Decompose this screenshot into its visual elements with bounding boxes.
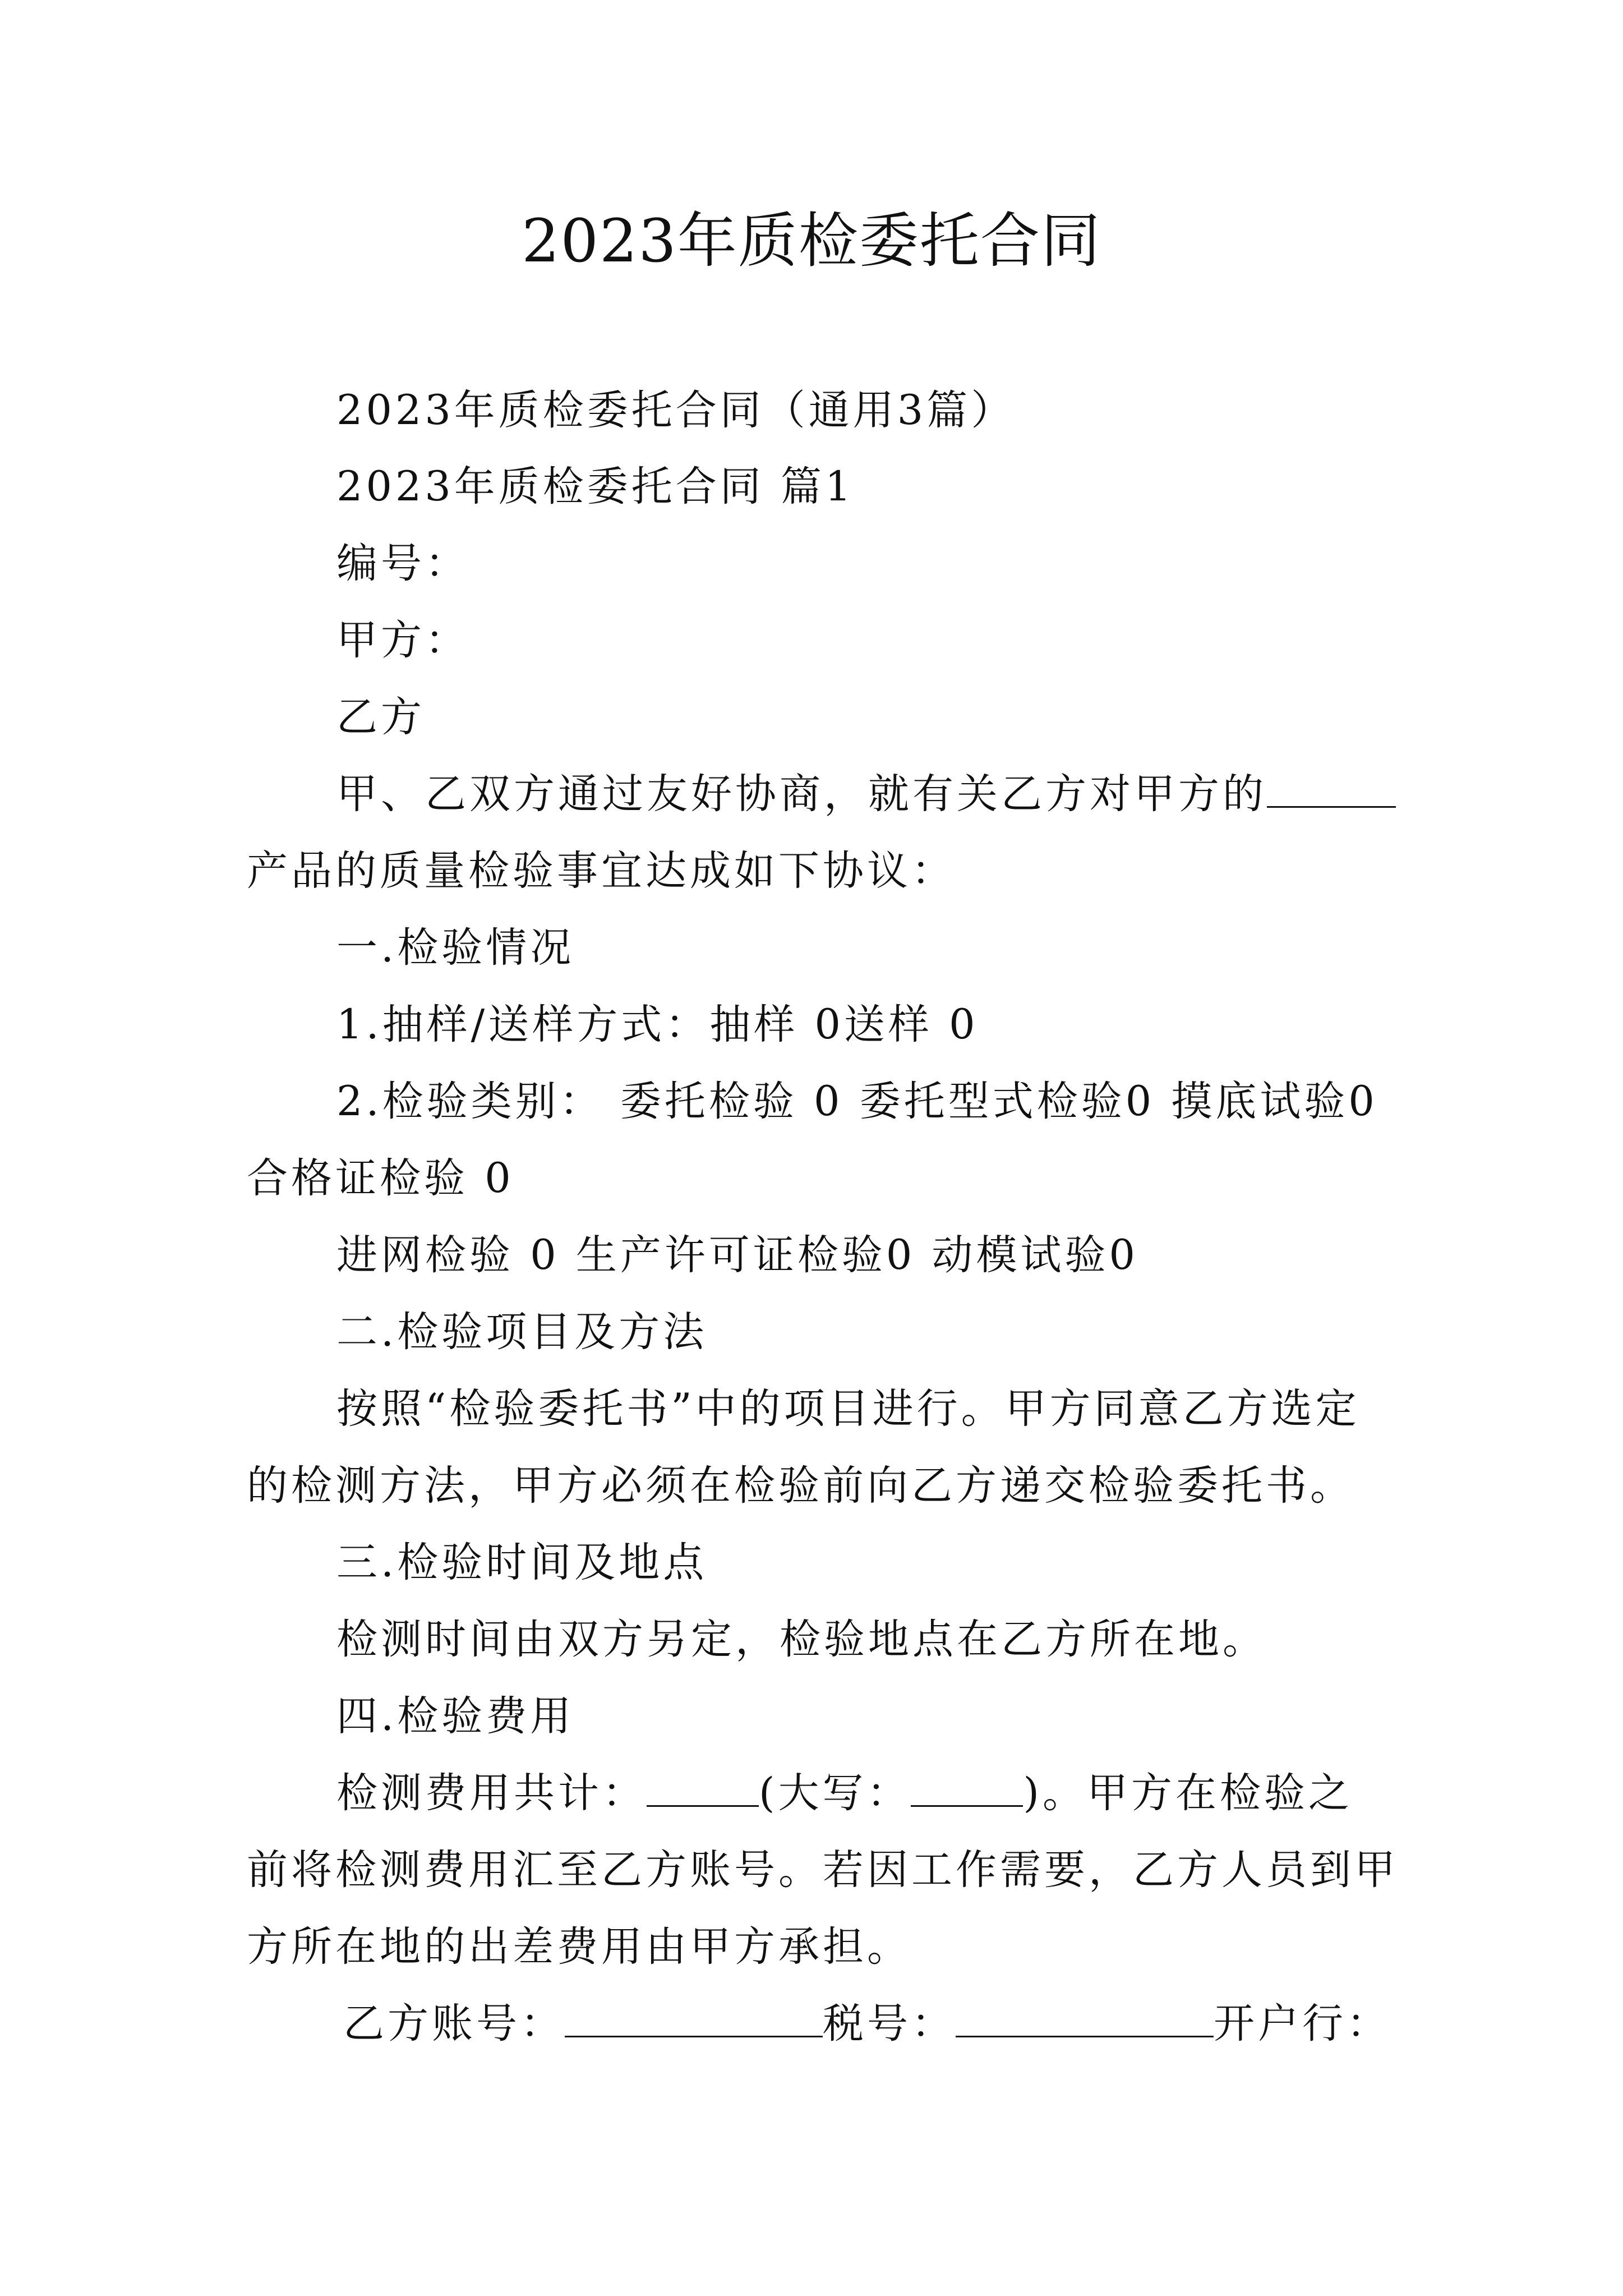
tax-label: 税号：	[823, 2000, 956, 2047]
item-2-line-3: 进网检验 0 生产许可证检验0 动模试验0	[336, 1231, 1138, 1279]
fee-line-3: 方所在地的出差费用由甲方承担。	[247, 1923, 911, 1971]
section-2-heading: 二.检验项目及方法	[336, 1308, 708, 1356]
product-blank	[1267, 768, 1396, 808]
document-title: 2023年质检委托合同	[522, 206, 1101, 275]
item-2-line-2: 合格证检验 0	[247, 1154, 514, 1202]
intro-line-1	[336, 766, 1396, 822]
fee-suffix: )。甲方在检验之	[1023, 1769, 1353, 1817]
section-2-line-2: 的检测方法，甲方必须在检验前向乙方递交检验委托书。	[247, 1462, 1354, 1510]
fee-capital-blank	[911, 1767, 1023, 1807]
fee-line-1	[336, 1765, 1353, 1821]
party-a-label: 甲方：	[336, 616, 469, 664]
fee-middle: (大写：	[759, 1769, 911, 1817]
item-1: 1.抽样/送样方式：抽样 0送样 0	[336, 1001, 979, 1048]
part-heading: 2023年质检委托合同 篇1	[336, 463, 855, 510]
tax-blank	[956, 1998, 1214, 2037]
account-line	[343, 1996, 1391, 2052]
account-label: 乙方账号：	[343, 2000, 565, 2047]
document-subtitle: 2023年质检委托合同（通用3篇）	[336, 386, 1016, 434]
bank-label: 开户行：	[1214, 2000, 1391, 2047]
section-4-heading: 四.检验费用	[336, 1692, 575, 1740]
section-3-heading: 三.检验时间及地点	[336, 1539, 708, 1586]
intro-line-2: 产品的质量检验事宜达成如下协议：	[247, 847, 956, 895]
section-2-line-1: 按照“检验委托书”中的项目进行。甲方同意乙方选定	[336, 1385, 1360, 1433]
number-label: 编号：	[336, 540, 469, 587]
fee-line-2: 前将检测费用汇至乙方账号。若因工作需要，乙方人员到甲	[247, 1846, 1399, 1894]
fee-prefix: 检测费用共计：	[336, 1769, 647, 1817]
account-blank	[565, 1998, 823, 2037]
section-3-line-1: 检测时间由双方另定，检验地点在乙方所在地。	[336, 1616, 1267, 1663]
item-2-line-1: 2.检验类别： 委托检验 0 委托型式检验0 摸底试验0	[336, 1078, 1378, 1125]
party-b-label: 乙方	[336, 693, 425, 741]
section-1-heading: 一.检验情况	[336, 924, 575, 972]
fee-amount-blank	[647, 1767, 759, 1807]
intro-text: 甲、乙双方通过友好协商，就有关乙方对甲方的	[336, 770, 1267, 818]
